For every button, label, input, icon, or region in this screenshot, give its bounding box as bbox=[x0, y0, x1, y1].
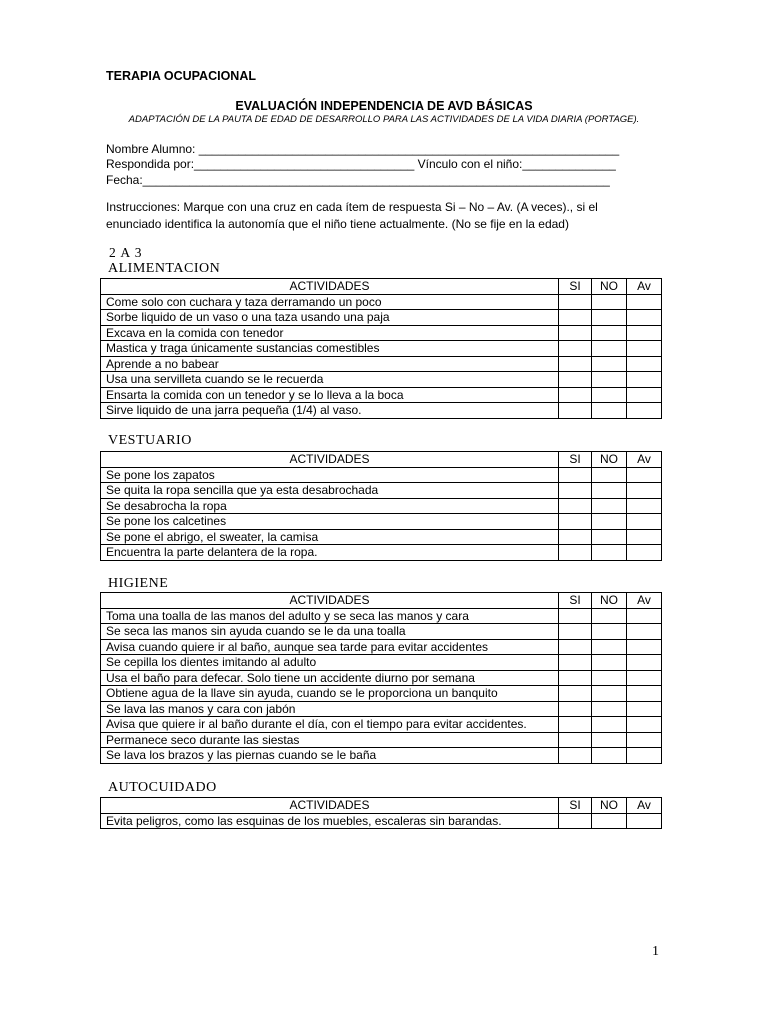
answer-cell-no[interactable] bbox=[592, 467, 627, 483]
section-title-vestuario: VESTUARIO bbox=[108, 433, 192, 448]
answer-cell-av[interactable] bbox=[627, 813, 662, 829]
answer-cell-no[interactable] bbox=[592, 356, 627, 372]
table-autocuidado bbox=[100, 797, 662, 829]
answer-cell-si[interactable] bbox=[559, 732, 592, 748]
answer-cell-no[interactable] bbox=[592, 655, 627, 671]
answer-cell-av[interactable] bbox=[627, 701, 662, 717]
table-row bbox=[101, 670, 662, 686]
activity-label: Se desabrocha la ropa bbox=[101, 498, 559, 514]
answer-cell-no[interactable] bbox=[592, 748, 627, 764]
answer-cell-no[interactable] bbox=[592, 483, 627, 499]
answer-cell-av[interactable] bbox=[627, 467, 662, 483]
answer-cell-si[interactable] bbox=[559, 467, 592, 483]
activity-label: Se cepilla los dientes imitando al adulto bbox=[101, 655, 559, 671]
answer-cell-si[interactable] bbox=[559, 717, 592, 733]
respondent-field: Respondida por:_________________________________ Vínculo con el niño:______________ bbox=[106, 157, 616, 171]
header-no: NO bbox=[592, 452, 627, 468]
answer-cell-si[interactable] bbox=[559, 341, 592, 357]
answer-cell-si[interactable] bbox=[559, 639, 592, 655]
answer-cell-no[interactable] bbox=[592, 624, 627, 640]
header-si: SI bbox=[559, 279, 592, 295]
answer-cell-av[interactable] bbox=[627, 639, 662, 655]
table-row bbox=[101, 294, 662, 310]
section-title-autocuidado: AUTOCUIDADO bbox=[108, 780, 217, 795]
answer-cell-si[interactable] bbox=[559, 498, 592, 514]
answer-cell-av[interactable] bbox=[627, 341, 662, 357]
answer-cell-si[interactable] bbox=[559, 624, 592, 640]
header-no: NO bbox=[592, 279, 627, 295]
answer-cell-no[interactable] bbox=[592, 387, 627, 403]
activity-label: Sirve liquido de una jarra pequeña (1/4) al vaso. bbox=[101, 403, 559, 419]
answer-cell-si[interactable] bbox=[559, 529, 592, 545]
header-si: SI bbox=[559, 593, 592, 609]
table-row bbox=[101, 529, 662, 545]
table-row bbox=[101, 387, 662, 403]
document-subtitle: ADAPTACIÓN DE LA PAUTA DE EDAD DE DESARROLLO PARA LAS ACTIVIDADES DE LA VIDA DIARIA (PORTAGE). bbox=[128, 114, 640, 125]
table-row bbox=[101, 732, 662, 748]
section-title-alimentacion: ALIMENTACION bbox=[108, 261, 221, 276]
header-no: NO bbox=[592, 593, 627, 609]
answer-cell-av[interactable] bbox=[627, 670, 662, 686]
answer-cell-av[interactable] bbox=[627, 624, 662, 640]
answer-cell-av[interactable] bbox=[627, 310, 662, 326]
answer-cell-av[interactable] bbox=[627, 387, 662, 403]
answer-cell-si[interactable] bbox=[559, 655, 592, 671]
table-header-row bbox=[101, 798, 662, 814]
answer-cell-av[interactable] bbox=[627, 403, 662, 419]
activity-label: Se pone el abrigo, el sweater, la camisa bbox=[101, 529, 559, 545]
answer-cell-no[interactable] bbox=[592, 514, 627, 530]
table-row bbox=[101, 403, 662, 419]
table-row bbox=[101, 483, 662, 499]
answer-cell-si[interactable] bbox=[559, 670, 592, 686]
age-range: 2 A 3 bbox=[109, 245, 143, 260]
activity-label: Mastica y traga únicamente sustancias comestibles bbox=[101, 341, 559, 357]
table-row bbox=[101, 655, 662, 671]
header-av: Av bbox=[627, 798, 662, 814]
table-row bbox=[101, 624, 662, 640]
table-row bbox=[101, 310, 662, 326]
answer-cell-si[interactable] bbox=[559, 310, 592, 326]
document-title: EVALUACIÓN INDEPENDENCIA DE AVD BÁSICAS bbox=[235, 99, 533, 113]
header-actividades: ACTIVIDADES bbox=[101, 452, 559, 468]
header-av: Av bbox=[627, 593, 662, 609]
answer-cell-no[interactable] bbox=[592, 813, 627, 829]
table-alimentacion bbox=[100, 278, 662, 419]
header-si: SI bbox=[559, 798, 592, 814]
activity-label: Permanece seco durante las siestas bbox=[101, 732, 559, 748]
activity-label: Sorbe liquido de un vaso o una taza usando una paja bbox=[101, 310, 559, 326]
answer-cell-si[interactable] bbox=[559, 514, 592, 530]
table-row bbox=[101, 467, 662, 483]
activity-label: Avisa cuando quiere ir al baño, aunque sea tarde para evitar accidentes bbox=[101, 639, 559, 655]
table-row bbox=[101, 717, 662, 733]
header-no: NO bbox=[592, 798, 627, 814]
answer-cell-no[interactable] bbox=[592, 310, 627, 326]
table-row bbox=[101, 356, 662, 372]
answer-cell-si[interactable] bbox=[559, 701, 592, 717]
answer-cell-av[interactable] bbox=[627, 608, 662, 624]
answer-cell-no[interactable] bbox=[592, 608, 627, 624]
table-row bbox=[101, 514, 662, 530]
activity-label: Avisa que quiere ir al baño durante el día, con el tiempo para evitar accidentes. bbox=[101, 717, 559, 733]
answer-cell-no[interactable] bbox=[592, 717, 627, 733]
answer-cell-av[interactable] bbox=[627, 529, 662, 545]
answer-cell-av[interactable] bbox=[627, 483, 662, 499]
activity-label: Usa el baño para defecar. Solo tiene un accidente diurno por semana bbox=[101, 670, 559, 686]
answer-cell-si[interactable] bbox=[559, 387, 592, 403]
answer-cell-si[interactable] bbox=[559, 748, 592, 764]
table-row bbox=[101, 325, 662, 341]
instructions-line-1: Instrucciones: Marque con una cruz en cada ítem de respuesta Si – No – Av. (A veces)., si el bbox=[106, 200, 598, 214]
answer-cell-no[interactable] bbox=[592, 325, 627, 341]
answer-cell-si[interactable] bbox=[559, 403, 592, 419]
answer-cell-av[interactable] bbox=[627, 294, 662, 310]
activity-label: Se seca las manos sin ayuda cuando se le da una toalla bbox=[101, 624, 559, 640]
answer-cell-si[interactable] bbox=[559, 372, 592, 388]
answer-cell-no[interactable] bbox=[592, 639, 627, 655]
answer-cell-av[interactable] bbox=[627, 732, 662, 748]
answer-cell-av[interactable] bbox=[627, 748, 662, 764]
activity-label: Se pone los calcetines bbox=[101, 514, 559, 530]
answer-cell-si[interactable] bbox=[559, 686, 592, 702]
table-row bbox=[101, 639, 662, 655]
answer-cell-av[interactable] bbox=[627, 325, 662, 341]
activity-label: Encuentra la parte delantera de la ropa. bbox=[101, 545, 559, 561]
answer-cell-no[interactable] bbox=[592, 670, 627, 686]
answer-cell-av[interactable] bbox=[627, 514, 662, 530]
activity-label: Toma una toalla de las manos del adulto y se seca las manos y cara bbox=[101, 608, 559, 624]
activity-label: Ensarta la comida con un tenedor y se lo lleva a la boca bbox=[101, 387, 559, 403]
date-field: Fecha:______________________________________________________________________ bbox=[106, 173, 610, 187]
answer-cell-av[interactable] bbox=[627, 686, 662, 702]
org-title: TERAPIA OCUPACIONAL bbox=[106, 69, 256, 83]
table-row bbox=[101, 686, 662, 702]
table-header-row bbox=[101, 452, 662, 468]
activity-label: Se lava los brazos y las piernas cuando se le baña bbox=[101, 748, 559, 764]
table-row bbox=[101, 748, 662, 764]
answer-cell-no[interactable] bbox=[592, 372, 627, 388]
answer-cell-av[interactable] bbox=[627, 655, 662, 671]
activity-label: Se pone los zapatos bbox=[101, 467, 559, 483]
answer-cell-no[interactable] bbox=[592, 732, 627, 748]
table-higiene bbox=[100, 592, 662, 764]
answer-cell-av[interactable] bbox=[627, 498, 662, 514]
instructions-line-2: enunciado identifica la autonomía que el niño tiene actualmente. (No se fije en la edad) bbox=[106, 217, 569, 231]
answer-cell-si[interactable] bbox=[559, 356, 592, 372]
answer-cell-no[interactable] bbox=[592, 529, 627, 545]
table-row bbox=[101, 498, 662, 514]
header-actividades: ACTIVIDADES bbox=[101, 279, 559, 295]
section-title-higiene: HIGIENE bbox=[108, 576, 169, 591]
answer-cell-av[interactable] bbox=[627, 356, 662, 372]
answer-cell-si[interactable] bbox=[559, 545, 592, 561]
activity-label: Obtiene agua de la llave sin ayuda, cuando se le proporciona un banquito bbox=[101, 686, 559, 702]
answer-cell-no[interactable] bbox=[592, 341, 627, 357]
header-actividades: ACTIVIDADES bbox=[101, 798, 559, 814]
answer-cell-no[interactable] bbox=[592, 498, 627, 514]
table-row bbox=[101, 341, 662, 357]
answer-cell-si[interactable] bbox=[559, 325, 592, 341]
page-number: 1 bbox=[652, 944, 659, 959]
header-av: Av bbox=[627, 452, 662, 468]
answer-cell-no[interactable] bbox=[592, 686, 627, 702]
activity-label: Evita peligros, como las esquinas de los muebles, escaleras sin barandas. bbox=[101, 813, 559, 829]
header-av: Av bbox=[627, 279, 662, 295]
table-vestuario bbox=[100, 451, 662, 561]
answer-cell-si[interactable] bbox=[559, 483, 592, 499]
header-si: SI bbox=[559, 452, 592, 468]
answer-cell-no[interactable] bbox=[592, 701, 627, 717]
answer-cell-no[interactable] bbox=[592, 294, 627, 310]
activity-label: Se quita la ropa sencilla que ya esta desabrochada bbox=[101, 483, 559, 499]
activity-label: Aprende a no babear bbox=[101, 356, 559, 372]
table-header-row bbox=[101, 279, 662, 295]
table-header-row bbox=[101, 593, 662, 609]
answer-cell-si[interactable] bbox=[559, 813, 592, 829]
table-row bbox=[101, 701, 662, 717]
activity-label: Se lava las manos y cara con jabón bbox=[101, 701, 559, 717]
answer-cell-no[interactable] bbox=[592, 403, 627, 419]
answer-cell-av[interactable] bbox=[627, 717, 662, 733]
header-actividades: ACTIVIDADES bbox=[101, 593, 559, 609]
answer-cell-av[interactable] bbox=[627, 372, 662, 388]
activity-label: Usa una servilleta cuando se le recuerda bbox=[101, 372, 559, 388]
activity-label: Excava en la comida con tenedor bbox=[101, 325, 559, 341]
answer-cell-av[interactable] bbox=[627, 545, 662, 561]
answer-cell-si[interactable] bbox=[559, 294, 592, 310]
table-row bbox=[101, 608, 662, 624]
table-row bbox=[101, 372, 662, 388]
activity-label: Come solo con cuchara y taza derramando un poco bbox=[101, 294, 559, 310]
answer-cell-si[interactable] bbox=[559, 608, 592, 624]
table-row bbox=[101, 545, 662, 561]
answer-cell-no[interactable] bbox=[592, 545, 627, 561]
student-name-field: Nombre Alumno: _______________________________________________________________ bbox=[106, 142, 620, 156]
table-row bbox=[101, 813, 662, 829]
